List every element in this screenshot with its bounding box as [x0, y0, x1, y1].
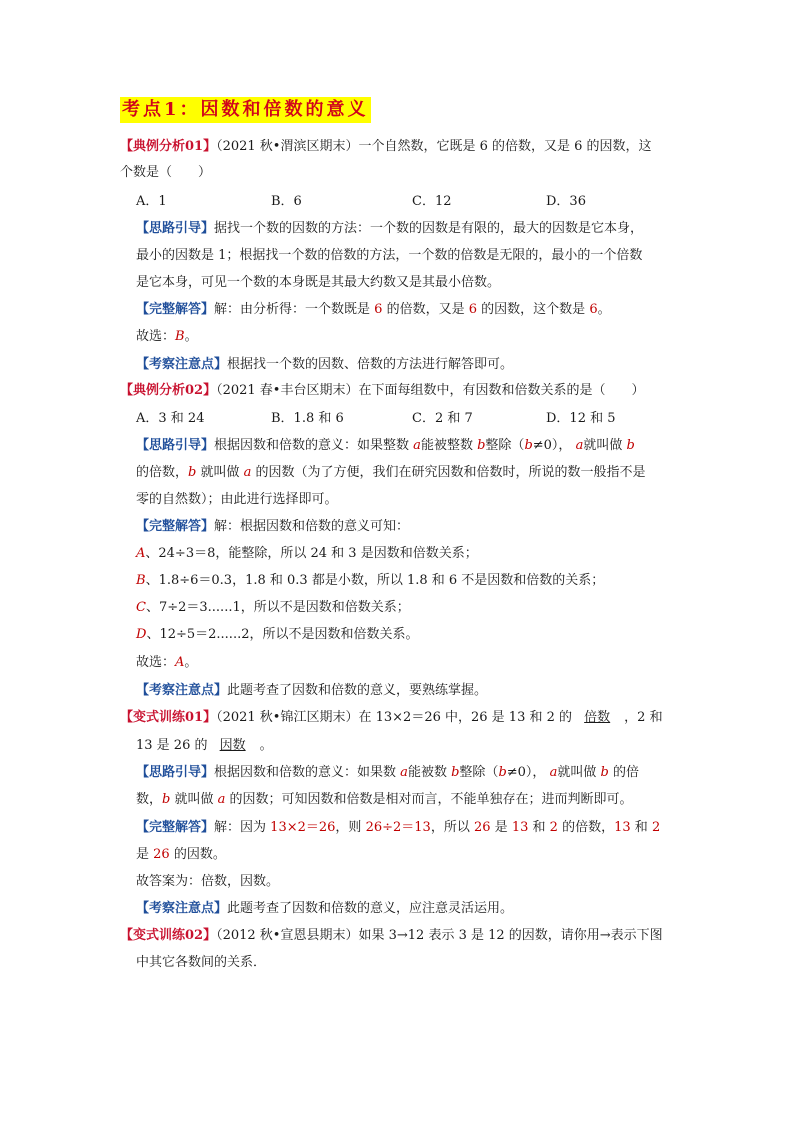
- ex2-hint2-var-b: b: [188, 465, 197, 480]
- tr1-var-b-3: b: [600, 765, 609, 780]
- tr1-hint-text-k: 的倍: [612, 765, 639, 780]
- ex1-option-d: D．36: [546, 194, 586, 209]
- ex2-solution-d: [136, 622, 418, 648]
- ex1-answer-num-2: 6: [468, 302, 478, 317]
- tr1-final-line: [136, 869, 279, 895]
- ex1-options: [136, 189, 676, 215]
- ex1-choice-prefix: 故选：: [136, 329, 176, 344]
- ex1-hint-line-3: [136, 270, 500, 296]
- ex2-solution-b-text: 、1.8÷6＝0.3，1.8 和 0.3 都是小数，所以 1.8 和 6 不是因数和倍数的关系；: [145, 573, 605, 588]
- ex2-solution-d-text: 、12÷5＝2......2，所以不是因数和倍数关系。: [146, 627, 419, 642]
- ex2-choice-prefix: 故选：: [136, 655, 176, 670]
- tr1-ans-eq-1: 13×2＝26: [270, 820, 336, 835]
- tr1-ans-text-a: 解：因为: [214, 820, 267, 835]
- tr1-question-line-2: [136, 733, 273, 759]
- tr1-ans2-num: 26: [153, 847, 170, 862]
- ex2-solution-b-letter: B: [136, 573, 146, 588]
- ex1-choice-letter: B: [175, 329, 185, 344]
- tr2-q2: 中其它各数间的关系．: [136, 955, 267, 970]
- ex1-question-line-2: [120, 160, 211, 186]
- ex2-hint2-text-c: 就叫做: [200, 465, 240, 480]
- topic-heading: [120, 97, 371, 123]
- ex1-answer-num-3: 6: [589, 302, 598, 317]
- ex1-note: 根据找一个数的因数、倍数的方法进行解答即可。: [227, 357, 514, 372]
- tr1-hint-text-i: 就叫做: [557, 765, 597, 780]
- topic-title: 因数和倍数的意义: [200, 99, 369, 120]
- ex2-hint-line-2: [136, 460, 646, 486]
- ex2-hint-label: 【思路引导】: [136, 438, 215, 453]
- tr1-answer-line-1: [136, 815, 660, 841]
- ex1-choice-line: [136, 324, 198, 350]
- topic-separator: ：: [179, 99, 201, 120]
- ex1-answer-text-c: 的倍数，又是: [386, 302, 465, 317]
- ex2-answer-line: [136, 514, 409, 540]
- ex2-hint-3: 零的自然数）；由此进行选择即可。: [136, 492, 338, 507]
- ex1-note-line: [136, 352, 513, 378]
- ex1-q1: （2021 秋•渭滨区期末）一个自然数，它既是 6 的倍数，又是 6 的因数，这: [216, 139, 652, 154]
- tr1-q1-text: （2021 秋•锦江区期末）在 13×2＝26 中，26 是 13 和 2 的: [216, 710, 573, 725]
- tr1-answer-line-2: [136, 842, 226, 868]
- ex2-solution-a-text: 、24÷3＝8，能整除，所以 24 和 3 是因数和倍数关系；: [145, 546, 478, 561]
- tr1-ans-text-e: ，所以: [430, 820, 470, 835]
- tr1-q1-end: ，2 和: [624, 710, 663, 725]
- ex1-answer-text-a: 解：由分析得：一个数既是: [214, 302, 371, 317]
- tr1-blank-1: 倍数: [584, 710, 611, 725]
- tr1-ans-text-c: ，则: [335, 820, 362, 835]
- ex2-solution-a-letter: A: [136, 546, 146, 561]
- ex1-answer-num-1: 6: [374, 302, 383, 317]
- ex1-hint-1: 据找一个数的因数的方法：一个数的因数是有限的，最大的因数是它本身，: [214, 221, 644, 236]
- ex2-choice-letter: A: [175, 655, 185, 670]
- tr1-hint-line-1: [136, 760, 639, 786]
- tr1-note: 此题考查了因数和倍数的意义，应注意灵活运用。: [227, 901, 514, 916]
- ex2-solution-a: [136, 541, 478, 567]
- ex2-solution-c-text: 、7÷2＝3......1，所以不是因数和倍数关系；: [145, 600, 410, 615]
- tr1-hint2-var-b: b: [162, 792, 171, 807]
- tr1-var-a: a: [400, 765, 408, 780]
- tr1-ans-text-m: 和: [634, 820, 648, 835]
- tr1-hint-line-2: [136, 787, 633, 813]
- ex2-question-line: [120, 378, 644, 404]
- tr1-ans-num-j: 2: [549, 820, 558, 835]
- tr1-answer-label: 【完整解答】: [136, 820, 215, 835]
- tr1-ans-text-k: 的倍数，: [562, 820, 615, 835]
- tr2-question-line-1: [120, 923, 663, 949]
- ex1-option-a: A．1: [136, 194, 167, 209]
- ex1-q2: 个数是（ ）: [120, 165, 212, 180]
- ex2-var-a-2: a: [575, 438, 584, 453]
- ex2-hint-text-e: 整除（: [485, 438, 525, 453]
- ex2-var-b-3: b: [626, 438, 635, 453]
- ex2-var-b-2: b: [524, 438, 533, 453]
- ex2-solution-c-letter: C: [136, 600, 146, 615]
- ex2-option-d: D．12 和 5: [546, 411, 616, 426]
- tr1-hint-text-c: 能被数: [407, 765, 447, 780]
- tr1-hint2-text-a: 数，: [136, 792, 163, 807]
- tr1-tag: 【变式训练01】: [120, 710, 217, 725]
- ex2-choice-end: 。: [184, 655, 198, 670]
- tr1-question-line-1: [120, 705, 663, 731]
- tr2-q1: （2012 秋•宣恩县期末）如果 3→12 表示 3 是 12 的因数，请你用→表示下图: [216, 928, 663, 943]
- tr2-question-line-2: [136, 950, 266, 976]
- ex1-answer-line: [136, 297, 611, 323]
- tr1-q2-end: 。: [259, 738, 273, 753]
- ex2-hint-line-3: [136, 487, 338, 513]
- tr1-hint-label: 【思路引导】: [136, 765, 215, 780]
- ex2-option-c: C．2 和 7: [412, 411, 473, 426]
- ex1-hint-line-2: [136, 243, 642, 269]
- ex2-hint-text-c: 能被整数: [420, 438, 473, 453]
- ex2-answer: 解：根据因数和倍数的意义可知：: [214, 519, 410, 534]
- ex2-solution-c: [136, 595, 410, 621]
- ex2-solution-b: [136, 568, 604, 594]
- tr1-var-a-2: a: [549, 765, 558, 780]
- ex1-choice-end: 。: [184, 329, 198, 344]
- topic-prefix: 考点: [122, 99, 164, 120]
- tr1-hint-text-g: ≠0），: [506, 765, 546, 780]
- ex2-hint-line-1: [136, 433, 635, 459]
- ex1-hint-line-1: [136, 216, 643, 242]
- tr1-ans2-text-a: 是: [136, 847, 150, 862]
- tr1-q2-text: 13 是 26 的: [136, 738, 208, 753]
- ex1-hint-3: 是它本身，可见一个数的本身既是其最大约数又是其最小倍数。: [136, 275, 501, 290]
- tr1-final: 故答案为：倍数，因数。: [136, 874, 280, 889]
- ex1-option-c: C．12: [412, 194, 452, 209]
- tr1-blank-2: 因数: [219, 738, 246, 753]
- ex2-hint2-var-a: a: [243, 465, 252, 480]
- tr1-note-line: [136, 896, 513, 922]
- ex2-hint-text-g: ≠0），: [532, 438, 572, 453]
- tr1-hint2-text-c: 就叫做: [174, 792, 214, 807]
- tr1-ans-text-g: 是: [494, 820, 508, 835]
- tr1-ans-num-n: 2: [651, 820, 661, 835]
- tr1-hint-text-a: 根据因数和倍数的意义：如果数: [214, 765, 397, 780]
- ex2-tag: 【典例分析02】: [120, 383, 217, 398]
- ex2-hint2-text-e: 的因数（为了方便，我们在研究因数和倍数时，所说的数一般指不是: [255, 465, 646, 480]
- tr1-ans-text-i: 和: [532, 820, 546, 835]
- tr1-ans-num-f: 26: [473, 820, 491, 835]
- tr1-var-b: b: [451, 765, 460, 780]
- ex2-note: 此题考查了因数和倍数的意义，要熟练掌握。: [227, 683, 488, 698]
- ex2-var-a: a: [413, 438, 421, 453]
- ex2-choice-line: [136, 650, 197, 676]
- ex1-answer-text-e: 的因数，这个数是: [481, 302, 586, 317]
- ex2-option-a: A．3 和 24: [136, 411, 205, 426]
- tr1-hint-text-e: 整除（: [459, 765, 499, 780]
- ex2-note-label: 【考察注意点】: [136, 683, 228, 698]
- ex2-q1: （2021 春•丰台区期末）在下面每组数中，有因数和倍数关系的是（ ）: [216, 383, 645, 398]
- tr1-ans-eq-2: 26÷2＝13: [365, 820, 431, 835]
- ex2-note-line: [136, 678, 487, 704]
- tr1-ans-num-h: 13: [511, 820, 529, 835]
- ex1-tag: 【典例分析01】: [120, 139, 217, 154]
- tr1-ans2-text-c: 的因数。: [173, 847, 226, 862]
- tr1-var-b-2: b: [498, 765, 507, 780]
- ex1-question-line-1: [120, 134, 652, 160]
- ex2-hint2-text-a: 的倍数，: [136, 465, 189, 480]
- ex2-solution-d-letter: D: [136, 627, 147, 642]
- ex2-options: [136, 406, 676, 432]
- tr2-tag: 【变式训练02】: [120, 928, 217, 943]
- topic-number: 1: [164, 99, 180, 120]
- ex1-answer-end: 。: [597, 302, 611, 317]
- ex2-var-b: b: [477, 438, 486, 453]
- ex2-hint-text-a: 根据因数和倍数的意义：如果整数: [214, 438, 410, 453]
- tr1-ans-num-l: 13: [614, 820, 631, 835]
- ex2-answer-label: 【完整解答】: [136, 519, 215, 534]
- ex2-hint-text-i: 就叫做: [583, 438, 623, 453]
- ex1-hint-label: 【思路引导】: [136, 221, 215, 236]
- ex1-note-label: 【考察注意点】: [136, 357, 228, 372]
- ex1-hint-2: 最小的因数是 1；根据找一个数的倍数的方法，一个数的倍数是无限的，最小的一个倍数: [136, 248, 643, 263]
- tr1-note-label: 【考察注意点】: [136, 901, 228, 916]
- tr1-hint2-var-a: a: [217, 792, 226, 807]
- ex2-option-b: B．1.8 和 6: [271, 411, 344, 426]
- ex1-answer-label: 【完整解答】: [136, 302, 215, 317]
- tr1-hint2-text-e: 的因数；可知因数和倍数是相对而言，不能单独存在；进而判断即可。: [229, 792, 633, 807]
- ex1-option-b: B．6: [271, 194, 302, 209]
